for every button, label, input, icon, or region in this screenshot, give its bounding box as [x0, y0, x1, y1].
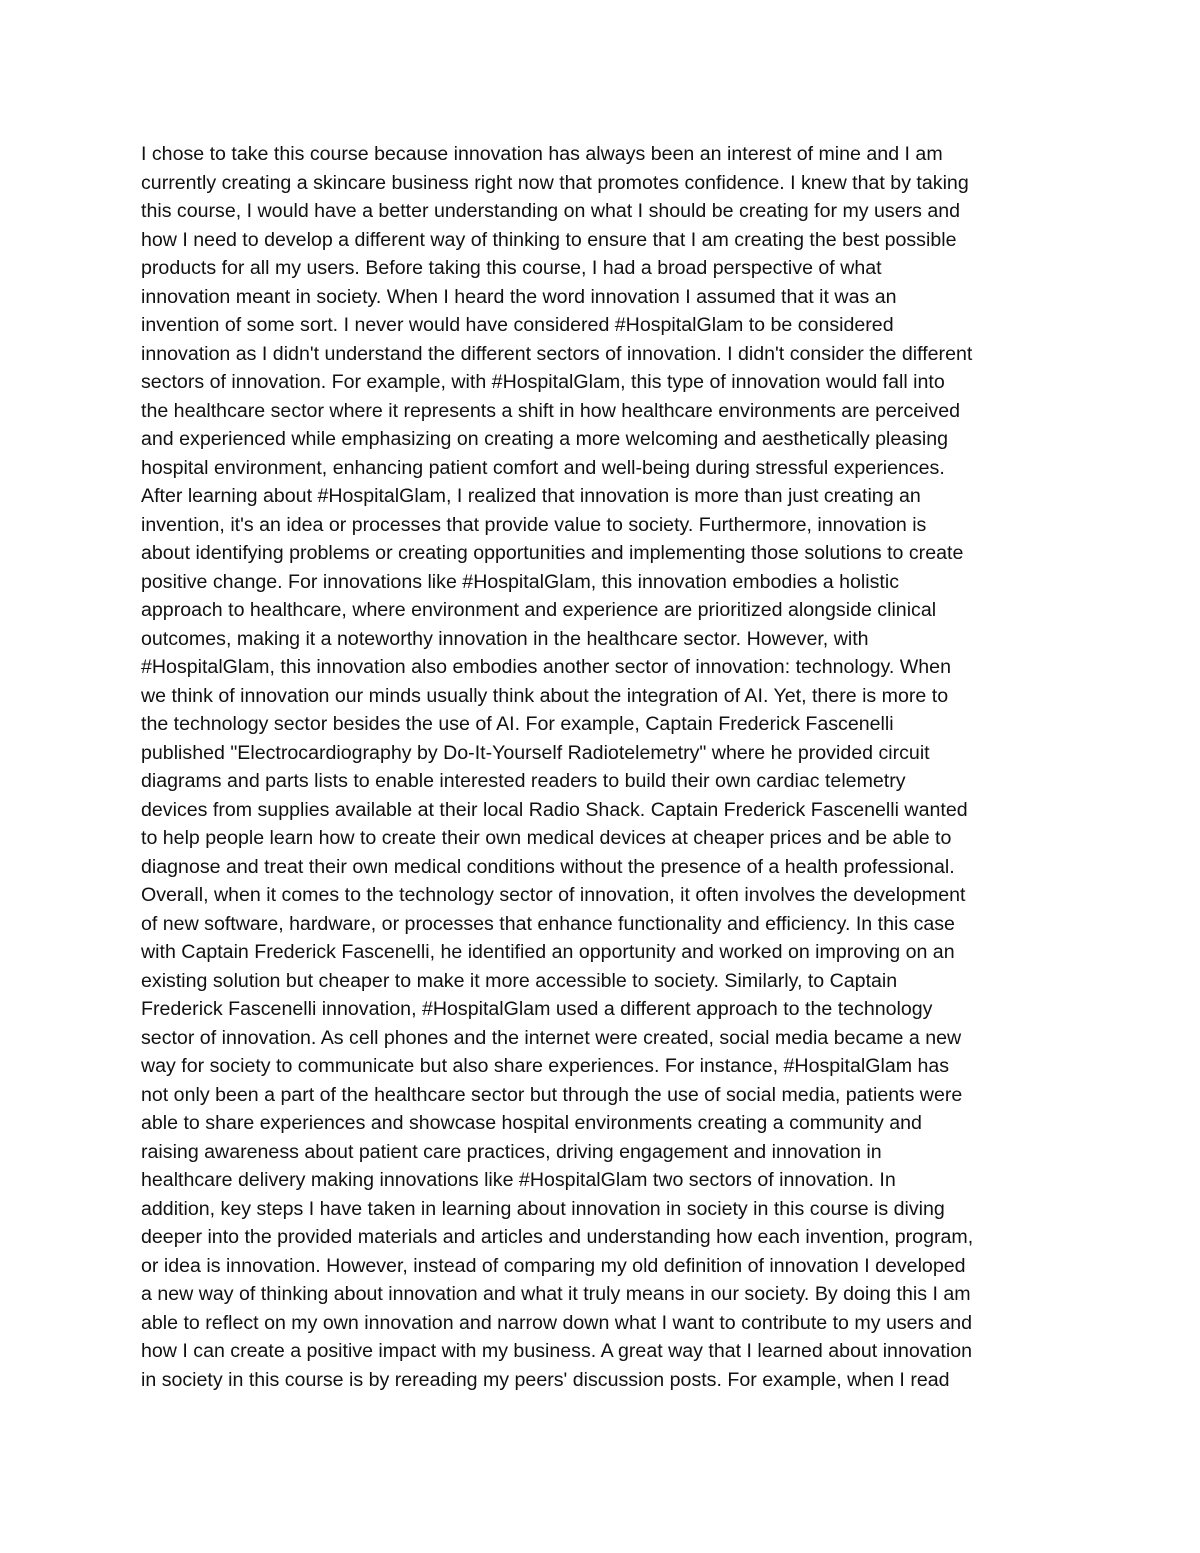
text-line: a new way of thinking about innovation and what it truly means in our society. By doing this I am: [141, 1283, 971, 1305]
text-line: approach to healthcare, where environment and experience are prioritized alongside clinical: [141, 599, 937, 621]
text-line: we think of innovation our minds usually think about the integration of AI. Yet, there is more to: [141, 684, 949, 707]
text-line: After learning about #HospitalGlam, I realized that innovation is more than just creating an: [141, 485, 921, 507]
text-line: diagnose and treat their own medical conditions without the presence of a health professional.: [141, 855, 955, 878]
text-line: hospital environment, enhancing patient comfort and well-being during stressful experiences.: [141, 456, 945, 479]
text-line: innovation as I didn't understand the different sectors of innovation. I didn't consider the different: [141, 342, 973, 365]
text-line: currently creating a skincare business right now that promotes confidence. I knew that by taking: [141, 171, 969, 194]
text-line: outcomes, making it a noteworthy innovation in the healthcare sector. However, with: [141, 627, 869, 650]
text-line: positive change. For innovations like #HospitalGlam, this innovation embodies a holistic: [141, 570, 900, 593]
text-line: of new software, hardware, or processes that enhance functionality and efficiency. In this case: [141, 912, 955, 935]
text-line: able to reflect on my own innovation and narrow down what I want to contribute to my users and: [141, 1311, 973, 1334]
text-line: sectors of innovation. For example, with #HospitalGlam, this type of innovation would fall into: [141, 371, 945, 393]
text-line: invention, it's an idea or processes that provide value to society. Furthermore, innovation is: [141, 513, 927, 536]
text-line: innovation meant in society. When I heard the word innovation I assumed that it was an: [141, 285, 897, 308]
text-line: existing solution but cheaper to make it more accessible to society. Similarly, to Captain: [141, 969, 898, 992]
text-line: way for society to communicate but also share experiences. For instance, #HospitalGlam has: [141, 1055, 950, 1077]
text-line: Overall, when it comes to the technology sector of innovation, it often involves the development: [141, 884, 966, 906]
text-line: diagrams and parts lists to enable interested readers to build their own cardiac telemetry: [141, 770, 906, 792]
text-line: the technology sector besides the use of AI. For example, Captain Frederick Fascenelli: [141, 713, 894, 735]
text-line: devices from supplies available at their local Radio Shack. Captain Frederick Fascenelli wanted: [141, 798, 968, 821]
text-line: invention of some sort. I never would have considered #HospitalGlam to be considered: [141, 314, 894, 336]
text-line: in society in this course is by rereading my peers' discussion posts. For example, when I read: [141, 1368, 950, 1391]
text-line: raising awareness about patient care practices, driving engagement and innovation in: [141, 1140, 882, 1163]
text-line: about identifying problems or creating opportunities and implementing those solutions to create: [141, 542, 964, 564]
text-line: how I need to develop a different way of thinking to ensure that I am creating the best possible: [141, 228, 957, 251]
text-line: deeper into the provided materials and articles and understanding how each invention, program,: [141, 1226, 974, 1248]
text-line: Frederick Fascenelli innovation, #HospitalGlam used a different approach to the technology: [141, 998, 933, 1020]
text-line: with Captain Frederick Fascenelli, he identified an opportunity and worked on improving on an: [141, 941, 955, 963]
text-line: able to share experiences and showcase hospital environments creating a community and: [141, 1112, 922, 1134]
text-line: the healthcare sector where it represents a shift in how healthcare environments are perceived: [141, 399, 961, 422]
body-paragraph: [141, 140, 1081, 1394]
text-line: or idea is innovation. However, instead of comparing my old definition of innovation I developed: [141, 1254, 966, 1277]
text-line: products for all my users. Before taking this course, I had a broad perspective of what: [141, 257, 882, 279]
text-line: healthcare delivery making innovations like #HospitalGlam two sectors of innovation. In: [141, 1169, 896, 1191]
text-line: to help people learn how to create their own medical devices at cheaper prices and be able to: [141, 827, 952, 849]
text-line: addition, key steps I have taken in learning about innovation in society in this course is diving: [141, 1197, 945, 1220]
text-line: this course, I would have a better understanding on what I should be creating for my users and: [141, 200, 961, 222]
text-line: #HospitalGlam, this innovation also embodies another sector of innovation: technology. When: [141, 656, 951, 678]
text-line: I chose to take this course because innovation has always been an interest of mine and I am: [141, 143, 943, 165]
text-line: how I can create a positive impact with my business. A great way that I learned about innovation: [141, 1340, 973, 1362]
text-line: published "Electrocardiography by Do-It-Yourself Radiotelemetry" where he provided circuit: [141, 741, 930, 764]
text-line: and experienced while emphasizing on creating a more welcoming and aesthetically pleasing: [141, 428, 949, 450]
text-line: not only been a part of the healthcare sector but through the use of social media, patients were: [141, 1083, 963, 1106]
text-line: sector of innovation. As cell phones and the internet were created, social media became a new: [141, 1026, 962, 1049]
